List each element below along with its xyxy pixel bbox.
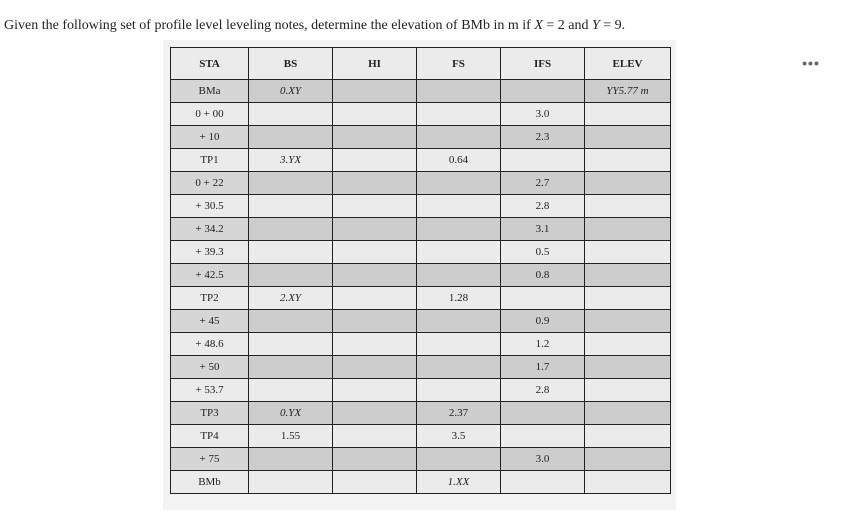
cell-fs — [417, 126, 501, 149]
cell-hi — [333, 471, 417, 494]
cell-ifs: 2.8 — [501, 195, 585, 218]
cell-ifs: 0.9 — [501, 310, 585, 333]
cell-hi — [333, 287, 417, 310]
cell-fs — [417, 103, 501, 126]
cell-fs — [417, 333, 501, 356]
cell-elev — [585, 149, 671, 172]
cell-hi — [333, 310, 417, 333]
table-row — [171, 264, 671, 287]
cell-fs — [417, 195, 501, 218]
cell-elev — [585, 333, 671, 356]
cell-hi — [333, 379, 417, 402]
cell-hi — [333, 448, 417, 471]
cell-ifs — [501, 471, 585, 494]
cell-elev — [585, 241, 671, 264]
cell-ifs: 2.7 — [501, 172, 585, 195]
cell-bs — [249, 195, 333, 218]
cell-fs — [417, 356, 501, 379]
cell-sta: + 42.5 — [171, 264, 249, 287]
cell-bs — [249, 126, 333, 149]
cell-hi — [333, 172, 417, 195]
cell-fs: 3.5 — [417, 425, 501, 448]
cell-sta: + 39.3 — [171, 241, 249, 264]
table-header-row — [171, 48, 671, 80]
table-row — [171, 356, 671, 379]
cell-fs — [417, 80, 501, 103]
cell-fs — [417, 379, 501, 402]
cell-elev — [585, 287, 671, 310]
cell-hi — [333, 195, 417, 218]
table-row — [171, 471, 671, 494]
cell-elev — [585, 471, 671, 494]
cell-sta: 0 + 22 — [171, 172, 249, 195]
cell-sta: + 45 — [171, 310, 249, 333]
table-row — [171, 310, 671, 333]
x-assignment: = 2 and — [542, 18, 592, 33]
cell-elev: YY5.77 m — [585, 80, 671, 103]
cell-sta: TP1 — [171, 149, 249, 172]
cell-hi — [333, 218, 417, 241]
cell-elev — [585, 264, 671, 287]
cell-ifs: 3.0 — [501, 103, 585, 126]
cell-elev — [585, 379, 671, 402]
cell-sta: BMa — [171, 80, 249, 103]
cell-hi — [333, 149, 417, 172]
cell-bs — [249, 172, 333, 195]
table-row — [171, 402, 671, 425]
cell-fs — [417, 448, 501, 471]
cell-hi — [333, 425, 417, 448]
cell-bs: 0.YX — [249, 402, 333, 425]
table-row — [171, 241, 671, 264]
cell-bs — [249, 310, 333, 333]
cell-hi — [333, 103, 417, 126]
cell-fs — [417, 264, 501, 287]
cell-hi — [333, 402, 417, 425]
header-elev: ELEV — [585, 48, 671, 80]
cell-sta: TP3 — [171, 402, 249, 425]
cell-bs — [249, 471, 333, 494]
table-row — [171, 448, 671, 471]
table-row — [171, 103, 671, 126]
cell-elev — [585, 310, 671, 333]
header-ifs: IFS — [501, 48, 585, 80]
cell-sta: + 10 — [171, 126, 249, 149]
cell-fs — [417, 310, 501, 333]
cell-bs — [249, 333, 333, 356]
cell-elev — [585, 126, 671, 149]
cell-hi — [333, 356, 417, 379]
cell-fs — [417, 218, 501, 241]
cell-hi — [333, 80, 417, 103]
cell-elev — [585, 218, 671, 241]
cell-sta: + 34.2 — [171, 218, 249, 241]
cell-bs — [249, 103, 333, 126]
cell-bs: 3.YX — [249, 149, 333, 172]
leveling-notes-table — [170, 47, 671, 494]
cell-fs: 1.28 — [417, 287, 501, 310]
header-hi: HI — [333, 48, 417, 80]
cell-fs: 0.64 — [417, 149, 501, 172]
table-row — [171, 80, 671, 103]
cell-elev — [585, 172, 671, 195]
cell-bs: 1.55 — [249, 425, 333, 448]
cell-bs — [249, 448, 333, 471]
cell-bs: 0.XY — [249, 80, 333, 103]
cell-ifs — [501, 425, 585, 448]
cell-ifs — [501, 80, 585, 103]
table-row — [171, 195, 671, 218]
cell-ifs — [501, 149, 585, 172]
table-row — [171, 287, 671, 310]
header-sta: STA — [171, 48, 249, 80]
cell-elev — [585, 103, 671, 126]
cell-hi — [333, 126, 417, 149]
cell-ifs: 1.7 — [501, 356, 585, 379]
cell-fs: 2.37 — [417, 402, 501, 425]
cell-fs: 1.XX — [417, 471, 501, 494]
variable-x: X — [534, 18, 543, 33]
cell-sta: + 50 — [171, 356, 249, 379]
cell-elev — [585, 356, 671, 379]
table-body — [171, 80, 671, 494]
cell-elev — [585, 402, 671, 425]
cell-elev — [585, 425, 671, 448]
cell-sta: BMb — [171, 471, 249, 494]
table-row — [171, 172, 671, 195]
cell-ifs: 0.8 — [501, 264, 585, 287]
cell-sta: + 75 — [171, 448, 249, 471]
more-options-button[interactable]: ••• — [802, 55, 820, 71]
table-row — [171, 333, 671, 356]
cell-hi — [333, 333, 417, 356]
cell-ifs: 2.8 — [501, 379, 585, 402]
cell-sta: + 30.5 — [171, 195, 249, 218]
cell-bs — [249, 241, 333, 264]
cell-ifs — [501, 402, 585, 425]
question-prefix: Given the following set of profile level leveling notes, determine the elevation of BMb in m if — [4, 18, 535, 33]
table-row — [171, 149, 671, 172]
cell-ifs: 1.2 — [501, 333, 585, 356]
cell-elev — [585, 195, 671, 218]
cell-bs — [249, 379, 333, 402]
cell-bs — [249, 218, 333, 241]
cell-sta: TP2 — [171, 287, 249, 310]
cell-bs — [249, 356, 333, 379]
table-row — [171, 218, 671, 241]
variable-y: Y — [591, 18, 600, 33]
table-row — [171, 425, 671, 448]
cell-fs — [417, 241, 501, 264]
cell-fs — [417, 172, 501, 195]
cell-sta: 0 + 00 — [171, 103, 249, 126]
y-assignment: = 9. — [599, 18, 626, 33]
cell-ifs: 3.1 — [501, 218, 585, 241]
cell-hi — [333, 264, 417, 287]
cell-hi — [333, 241, 417, 264]
cell-ifs: 0.5 — [501, 241, 585, 264]
cell-sta: + 53.7 — [171, 379, 249, 402]
header-bs: BS — [249, 48, 333, 80]
table-row — [171, 126, 671, 149]
header-fs: FS — [417, 48, 501, 80]
cell-ifs — [501, 287, 585, 310]
cell-elev — [585, 448, 671, 471]
cell-sta: + 48.6 — [171, 333, 249, 356]
cell-bs — [249, 264, 333, 287]
cell-ifs: 2.3 — [501, 126, 585, 149]
table-row — [171, 379, 671, 402]
question-text — [4, 18, 625, 34]
cell-sta: TP4 — [171, 425, 249, 448]
cell-ifs: 3.0 — [501, 448, 585, 471]
cell-bs: 2.XY — [249, 287, 333, 310]
